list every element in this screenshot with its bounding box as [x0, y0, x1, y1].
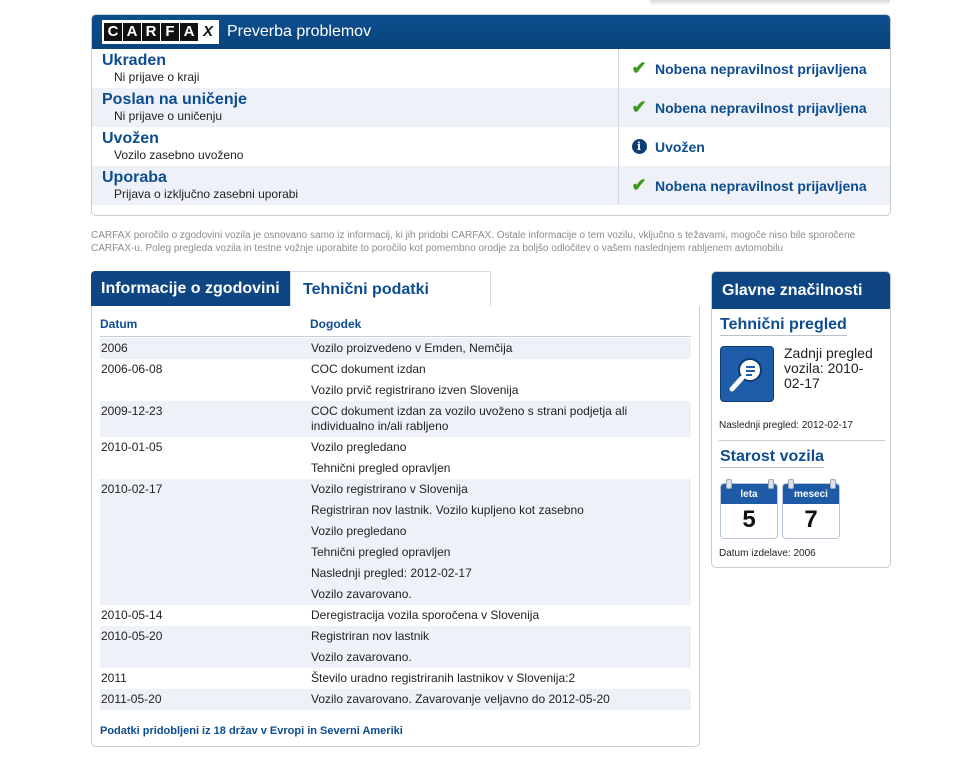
inspection-magnifier-icon	[720, 346, 774, 402]
problem-title: Uvožen	[102, 130, 159, 147]
event-date: 2011	[101, 671, 127, 685]
table-row	[100, 338, 691, 359]
months-calendar-icon	[782, 483, 840, 539]
event-text: Vozilo proizvedeno v Emden, Nemčija	[311, 341, 513, 355]
info-icon: i	[632, 139, 647, 154]
problem-check-title: Preverba problemov	[227, 23, 372, 40]
problem-row	[92, 49, 890, 88]
table-row	[100, 605, 691, 626]
problem-status: Nobena nepravilnost prijavljena	[655, 60, 867, 77]
check-icon: ✔	[631, 175, 647, 195]
event-date: 2010-01-05	[101, 440, 163, 454]
table-row	[100, 479, 691, 605]
problem-check-panel	[91, 14, 891, 216]
years-calendar-icon	[720, 483, 778, 539]
event-text: Tehnični pregled opravljen	[311, 461, 451, 475]
event-text: Vozilo zavarovano.	[311, 587, 412, 601]
problem-description: Ni prijave o uničenju	[114, 109, 223, 123]
problem-description: Ni prijave o kraji	[114, 70, 200, 84]
event-date: 2006-06-08	[101, 362, 163, 376]
problem-status: Uvožen	[655, 138, 705, 155]
table-row	[100, 689, 691, 710]
logo-letter: C	[104, 23, 122, 41]
problem-description: Vozilo zasebno uvoženo	[114, 148, 244, 162]
disclaimer-text: CARFAX poročilo o zgodovini vozila je osnovano samo iz informacij, ki jih pridobi CARFAX. Ostale informacije o tem vozilu, vključno s težavami, mogoče niso bile sporočene CARFAX-u. Poleg pregleda vozila in testne vožnje uporabite to poročilo kot pomembno orodje za boljšo odločitev o vašem naslednjem rabljenem avtomobilu	[91, 230, 856, 254]
event-text: COC dokument izdan za vozilo uvoženo s strani podjetja ali individualno in/ali rabljeno	[311, 404, 628, 433]
event-date: 2011-05-20	[101, 692, 162, 706]
tab-technical-data[interactable]: Tehnični podatki	[290, 271, 491, 306]
history-table	[100, 338, 691, 710]
check-icon: ✔	[631, 97, 647, 117]
age-section-title: Starost vozila	[720, 448, 824, 468]
manufacture-date-text: Datum izdelave: 2006	[719, 548, 816, 559]
event-date: 2009-12-23	[101, 404, 163, 418]
problem-row	[92, 88, 890, 127]
calendar-ring	[726, 479, 732, 489]
logo-letter: R	[142, 23, 160, 41]
problem-status: Nobena nepravilnost prijavljena	[655, 177, 867, 194]
next-inspection-text: Naslednji pregled: 2012-02-17	[719, 420, 853, 431]
check-icon: ✔	[631, 58, 647, 78]
problem-status: Nobena nepravilnost prijavljena	[655, 99, 867, 116]
event-date: 2010-05-20	[101, 629, 163, 643]
problem-description: Prijava o izključno zasebni uporabi	[114, 187, 299, 201]
problem-row	[92, 166, 890, 205]
event-text: Vozilo zavarovano. Zavarovanje veljavno do 2012-05-20	[311, 692, 610, 706]
calendar-ring	[768, 479, 774, 489]
months-label: meseci	[783, 484, 839, 504]
highlights-divider	[719, 440, 885, 441]
event-text: Registriran nov lastnik. Vozilo kupljeno kot zasebno	[311, 503, 584, 517]
inspection-section-title: Tehnični pregled	[720, 316, 847, 336]
event-date: 2010-02-17	[101, 482, 163, 496]
top-shadow-decoration	[650, 0, 890, 6]
highlights-title: Glavne značilnosti	[712, 272, 890, 309]
logo-letter: X	[199, 23, 217, 41]
highlights-panel	[711, 271, 891, 568]
event-text: Vozilo pregledano	[311, 440, 407, 454]
event-text: Deregistracija vozila sporočena v Slovenija	[311, 608, 540, 622]
carfax-logo	[102, 20, 219, 44]
table-row	[100, 437, 691, 479]
problem-row	[92, 127, 890, 166]
last-inspection-text: Zadnji pregled vozila: 2010-02-17	[784, 345, 873, 391]
years-label: leta	[721, 484, 777, 504]
logo-letter: A	[180, 23, 198, 41]
problem-check-header	[92, 15, 890, 49]
column-header-date: Datum	[100, 317, 138, 331]
problem-title: Uporaba	[102, 169, 167, 186]
table-row	[100, 401, 691, 437]
table-row	[100, 668, 691, 689]
tab-history[interactable]: Informacije o zgodovini	[91, 271, 290, 306]
event-text: Vozilo zavarovano.	[311, 650, 412, 664]
event-text: Vozilo prvič registrirano izven Slovenija	[311, 383, 519, 397]
event-text: Registriran nov lastnik	[311, 629, 430, 643]
header-divider	[100, 336, 691, 337]
months-value: 7	[804, 506, 818, 533]
problem-title: Poslan na uničenje	[102, 91, 247, 108]
table-row	[100, 359, 691, 401]
calendar-ring	[788, 479, 794, 489]
calendar-ring	[830, 479, 836, 489]
logo-letter: A	[123, 23, 141, 41]
problem-title: Ukraden	[102, 52, 167, 69]
event-text: Tehnični pregled opravljen	[311, 545, 451, 559]
table-row	[100, 626, 691, 668]
event-text: Naslednji pregled: 2012-02-17	[311, 566, 472, 580]
event-date: 2006	[101, 341, 128, 355]
column-header-event: Dogodek	[310, 317, 362, 331]
event-date: 2010-05-14	[101, 608, 163, 622]
event-text: Število uradno registriranih lastnikov v Slovenija:2	[311, 671, 576, 685]
event-text: COC dokument izdan	[311, 362, 426, 376]
years-value: 5	[742, 506, 756, 533]
data-source-note: Podatki pridobljeni iz 18 držav v Evropi in Severni Ameriki	[100, 725, 403, 737]
event-text: Vozilo registrirano v Slovenija	[311, 482, 468, 496]
logo-letter: F	[161, 23, 179, 41]
event-text: Vozilo pregledano	[311, 524, 407, 538]
